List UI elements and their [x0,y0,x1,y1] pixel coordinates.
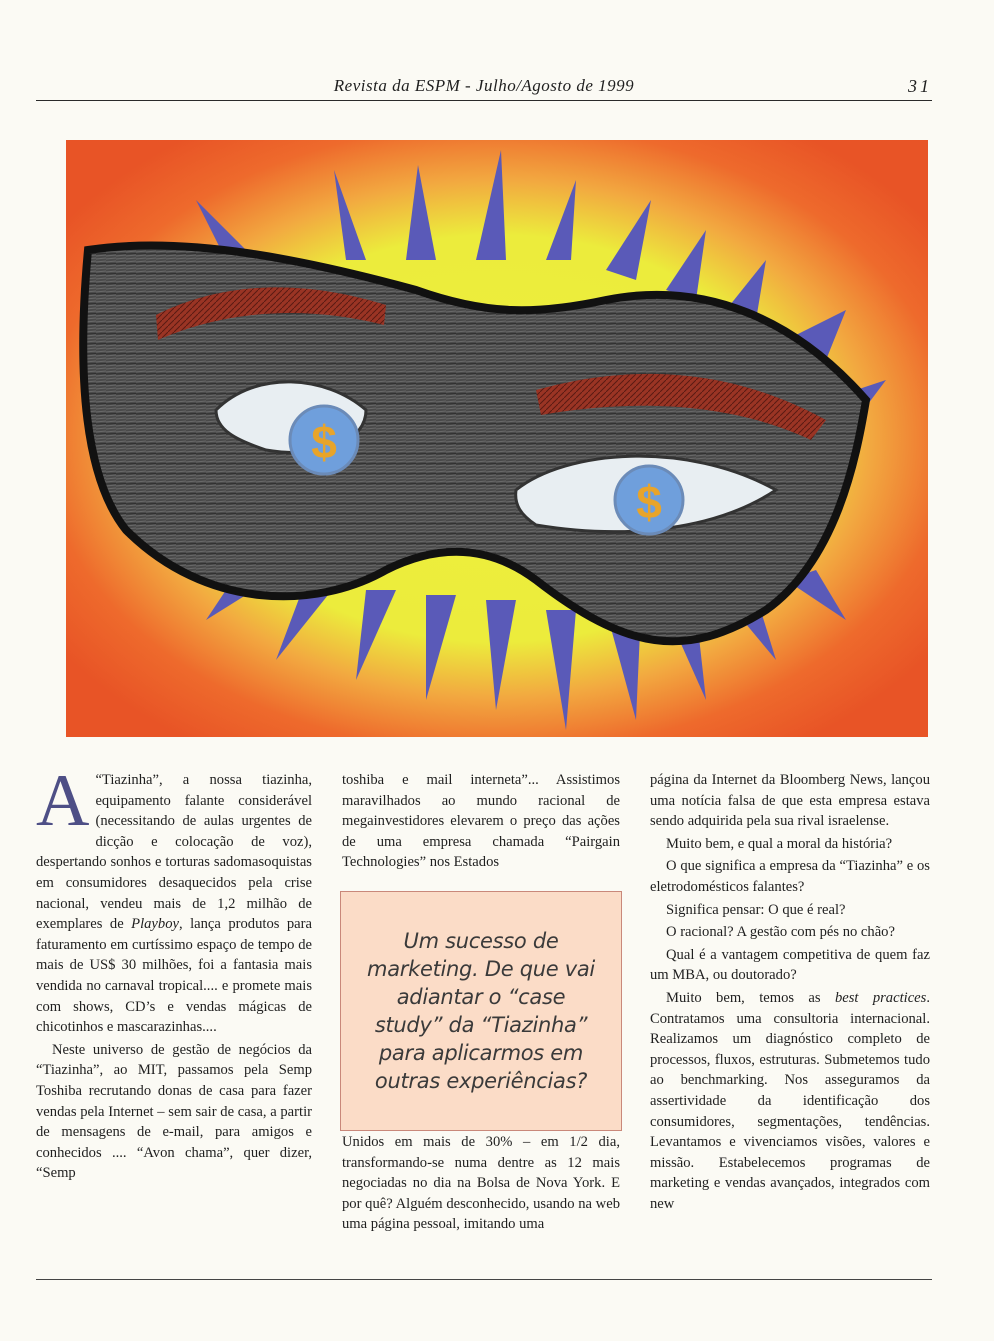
drop-cap: A [36,760,90,842]
right-eye-dollar: $ [636,476,662,528]
col3-paragraph-5: O racional? A gestão com pés no chão? [666,924,895,941]
pull-quote-text: Um sucesso de marketing. De que vai adiantar o “case study” da “Tiazinha” para aplicarmos em outras experiências? [367,929,595,1093]
left-eye-dollar: $ [311,416,337,468]
pull-quote-box [340,891,622,1131]
col1-p1-text: “Tiazinha”, a nossa tiazinha, equipamento falante considerável (necessitando de aulas urgentes de dicção e colocação de voz), despertando sonhos e torturas sadomasoquistas em consumidores desaquecidos pela crise nacional, vendeu mais de 1,2 milhão de exemplares de [36,772,312,933]
page-number: 31 [908,76,932,96]
col1-paragraph-2: Neste universo de gestão de negócios da “Tiazinha”, ao MIT, passamos pela Semp Toshiba recrutando donas de casa para fazer vendas pela Internet – sem sair de casa, a partir de mensagens de e-mail, para amigos e conhecidos .... “Avon chama”, quer dizer, “Semp [36,1041,312,1182]
col3-paragraph-2: Muito bem, e qual a moral da história? [666,835,893,852]
article-column-2 [342,770,620,875]
col2-paragraph-1: toshiba e mail interneta”... Assistimos maravilhados ao mundo racional de megainvestidores elevarem o preço das ações de uma empresa chamada “Pairgain Technologies” nos Estados [342,772,620,871]
article-column-1 [36,760,312,1186]
paragraph-opening [36,760,312,1038]
col3-p7-start: Muito bem, temos as [666,989,835,1006]
col3-paragraph-1: página da Internet da Bloomberg News, lançou uma notícia falsa de que esta empresa estava sendo adquirida pela sua rival israelense. [650,772,930,830]
col3-paragraph-4: Significa pensar: O que é real? [666,901,846,918]
article-column-3 [650,770,930,1216]
running-title: Revista da ESPM - Julho/Agosto de 1999 [333,76,635,95]
col1-p1-end: , lança produtos para faturamento em curtíssimo espaço de tempo de mais de US$ 30 milhões, foi a fantasia mais vendida no carnaval tropical.... e promete mais com shows, CD’s e vendas mágicas de chicotinhos e mascarazinhas.... [36,916,312,1036]
masked-eyes-illustration [66,140,928,737]
col1-p1-emphasis: Playboy [131,916,179,933]
page-header [36,74,932,101]
col2-paragraph-2: Unidos em mais de 30% – em 1/2 dia, transformando-se numa dentre as 12 mais negociadas no dia na Bolsa de Nova York. E por quê? Alguém desconhecido, usando na web uma página pessoal, imitando uma [342,1134,620,1233]
col3-p7-end: . Contratamos uma consultoria internacional. Realizamos um diagnóstico completo de processos, fluxos, estruturas. Submetemos tudo ao benchmarking. Nos asseguramos da assertividade da identificação dos consumidores, segmentações, tendências. Levantamos e vivenciamos visões, valores e missão. Estabelecemos programas de marketing e vendas avançados, integrados com new [650,989,930,1212]
col3-paragraph-3: O que significa a empresa da “Tiazinha” e os eletrodomésticos falantes? [650,858,930,895]
col3-p7-emphasis: best practices [834,989,927,1006]
article-column-2-continued [342,1132,620,1235]
col3-paragraph-7 [650,988,930,1215]
footer-rule [36,1279,932,1280]
col3-paragraph-6: Qual é a vantagem competitiva de quem faz um MBA, ou doutorado? [650,946,930,984]
